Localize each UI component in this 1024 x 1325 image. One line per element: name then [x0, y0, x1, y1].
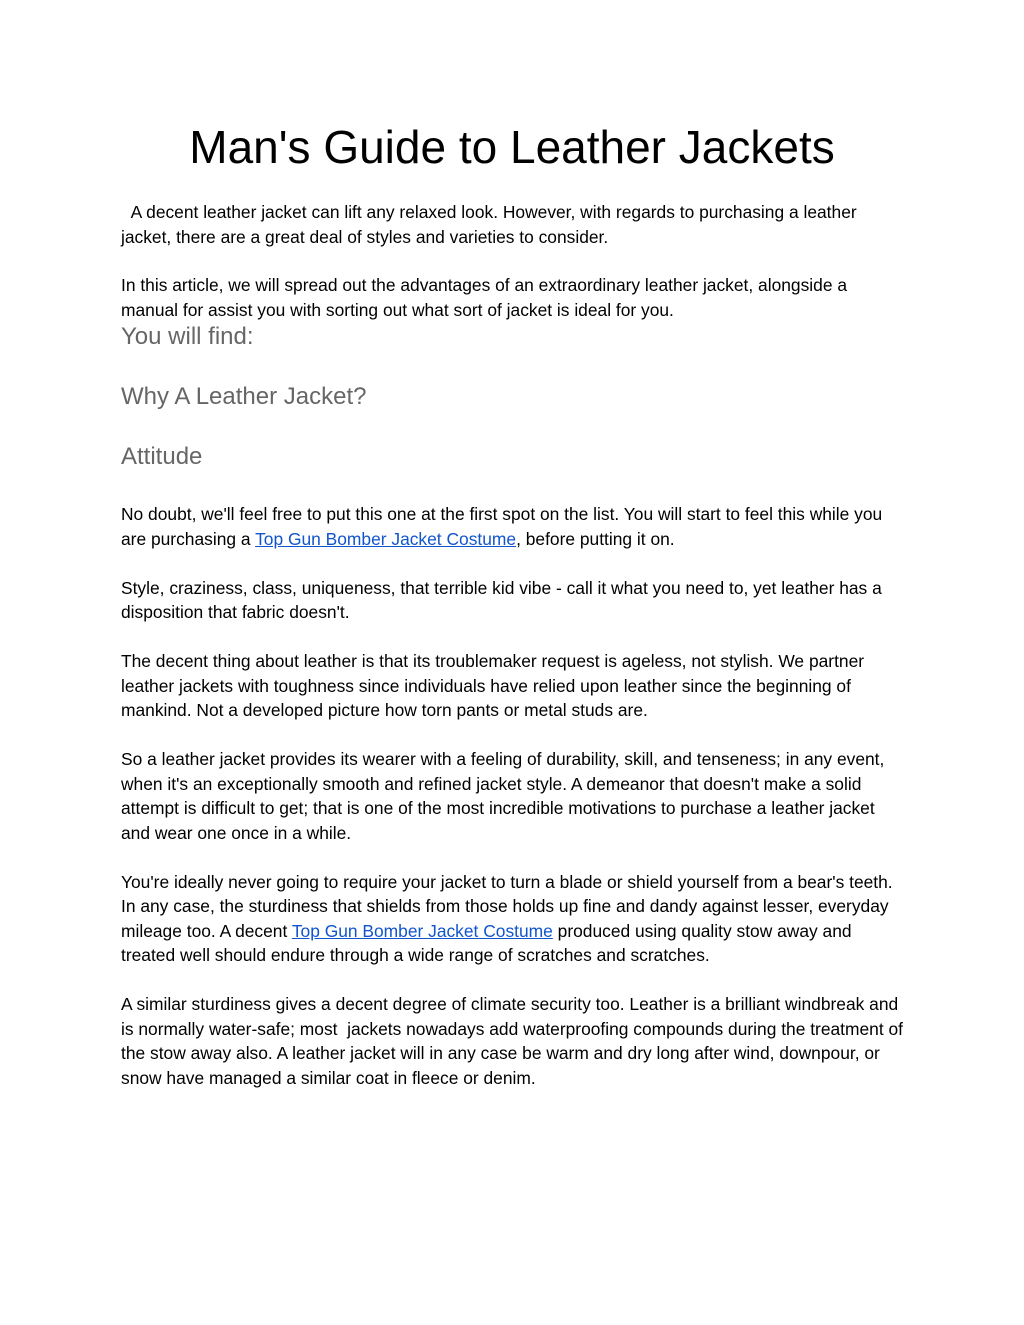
- paragraph-first-spot: [121, 502, 903, 551]
- paragraph-sturdiness: [121, 870, 903, 968]
- paragraph-text: produced using quality stow away and treated well should endure through a wide range of scratches and scratches.: [121, 920, 852, 965]
- paragraph-style: Style, craziness, class, uniqueness, that terrible kid vibe - call it what you need to, yet leather has a disposition that fabric doesn't.: [121, 577, 882, 622]
- paragraph-text: No doubt, we'll feel free to put this one at the first spot on the list. You will start to feel this while you are purchasing a: [121, 504, 883, 549]
- intro-paragraph-2: In this article, we will spread out the advantages of an extraordinary leather jacket, alongside a manual for assist you with sorting out what sort of jacket is ideal for you.: [121, 275, 847, 320]
- paragraph-text: You're ideally never going to require your jacket to turn a blade or shield yourself from a bear's teeth. In any case, the sturdiness that shields from those holds up fine and dandy against lesser, everyday mileage too. A decent: [121, 871, 893, 941]
- paragraph-text: , before putting it on.: [516, 528, 675, 549]
- top-gun-jacket-link[interactable]: Top Gun Bomber Jacket Costume: [255, 528, 517, 549]
- heading-why-leather-jacket: Why A Leather Jacket?: [121, 383, 367, 410]
- top-gun-jacket-link[interactable]: Top Gun Bomber Jacket Costume: [291, 920, 553, 941]
- heading-you-will-find: You will find:: [121, 323, 254, 350]
- heading-attitude: Attitude: [121, 443, 203, 470]
- paragraph-durability: So a leather jacket provides its wearer with a feeling of durability, skill, and tenseness; in any event, when it's an exceptionally smooth and refined jacket style. A demeanor that doesn't make a solid attempt is difficult to get; that is one of the most incredible motivations to purchase a leather jacket and wear one once in a while.: [121, 749, 885, 843]
- intro-paragraph-1: A decent leather jacket can lift any relaxed look. However, with regards to purchasing a leather jacket, there are a great deal of styles and varieties to consider.: [121, 202, 862, 247]
- document-title: Man's Guide to Leather Jackets: [189, 121, 835, 173]
- paragraph-ageless: The decent thing about leather is that its troublemaker request is ageless, not stylish. We partner leather jackets with toughness since individuals have relied upon leather since the beginning of mankind. Not a developed picture how torn pants or metal studs are.: [121, 651, 865, 720]
- paragraph-climate: A similar sturdiness gives a decent degree of climate security too. Leather is a brilliant windbreak and is normally water-safe; most jackets nowadays add waterproofing compounds during the treatment of the stow away also. A leather jacket will in any case be warm and dry long after wind, downpour, or snow have managed a similar coat in fleece or denim.: [121, 994, 908, 1088]
